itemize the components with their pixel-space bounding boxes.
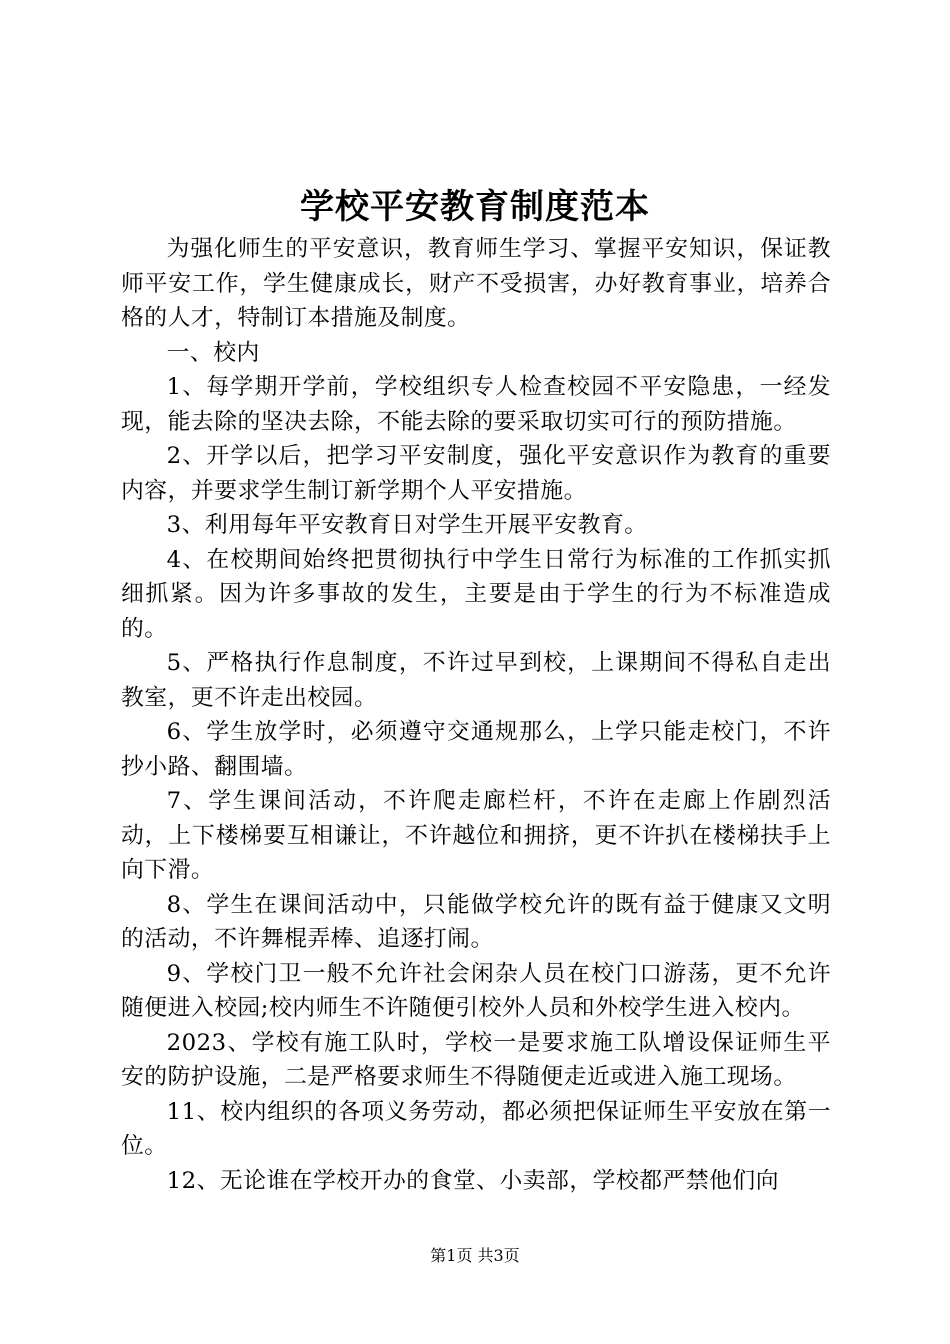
rule-paragraph: 12、无论谁在学校开办的食堂、小卖部，学校都严禁他们向 bbox=[166, 1167, 780, 1194]
document-body bbox=[121, 232, 831, 1198]
rule-paragraph: 6、学生放学时，必须遵守交通规那么，上学只能走校门，不许抄小路、翻围墙。 bbox=[121, 719, 831, 780]
rule-paragraph: 1、每学期开学前，学校组织专人检查校园不平安隐患，一经发现，能去除的坚决去除，不能去除的要采取切实可行的预防措施。 bbox=[121, 374, 831, 435]
section-heading: 一、校内 bbox=[166, 339, 260, 366]
document-title: 学校平安教育制度范本 bbox=[300, 187, 650, 227]
page-number-footer: 第1页 共3页 bbox=[430, 1246, 520, 1265]
rule-paragraph: 4、在校期间始终把贯彻执行中学生日常行为标准的工作抓实抓细抓紧。因为许多事故的发生，主要是由于学生的行为不标准造成的。 bbox=[121, 546, 831, 642]
intro-paragraph: 为强化师生的平安意识，教育师生学习、掌握平安知识，保证教师平安工作，学生健康成长，财产不受损害，办好教育事业，培养合格的人才，特制订本措施及制度。 bbox=[121, 236, 831, 331]
rule-paragraph: 2023、学校有施工队时，学校一是要求施工队增设保证师生平安的防护设施，二是严格要求师生不得随便走近或进入施工现场。 bbox=[121, 1029, 831, 1090]
rule-paragraph: 7、学生课间活动，不许爬走廊栏杆，不许在走廊上作剧烈活动，上下楼梯要互相谦让，不许越位和拥挤，更不许扒在楼梯扶手上向下滑。 bbox=[121, 788, 831, 883]
rule-paragraph: 8、学生在课间活动中，只能做学校允许的既有益于健康又文明的活动，不许舞棍弄棒、追逐打闹。 bbox=[121, 891, 831, 952]
rule-paragraph: 5、严格执行作息制度，不许过早到校，上课期间不得私自走出教室，更不许走出校园。 bbox=[121, 650, 831, 711]
rule-paragraph: 11、校内组织的各项义务劳动，都必须把保证师生平安放在第一位。 bbox=[121, 1098, 831, 1159]
rule-paragraph: 2、开学以后，把学习平安制度，强化平安意识作为教育的重要内容，并要求学生制订新学期个人平安措施。 bbox=[121, 443, 831, 504]
rule-paragraph: 9、学校门卫一般不允许社会闲杂人员在校门口游荡，更不允许随便进入校园;校内师生不许随便引校外人员和外校学生进入校内。 bbox=[121, 960, 831, 1021]
rule-paragraph: 3、利用每年平安教育日对学生开展平安教育。 bbox=[166, 512, 648, 538]
